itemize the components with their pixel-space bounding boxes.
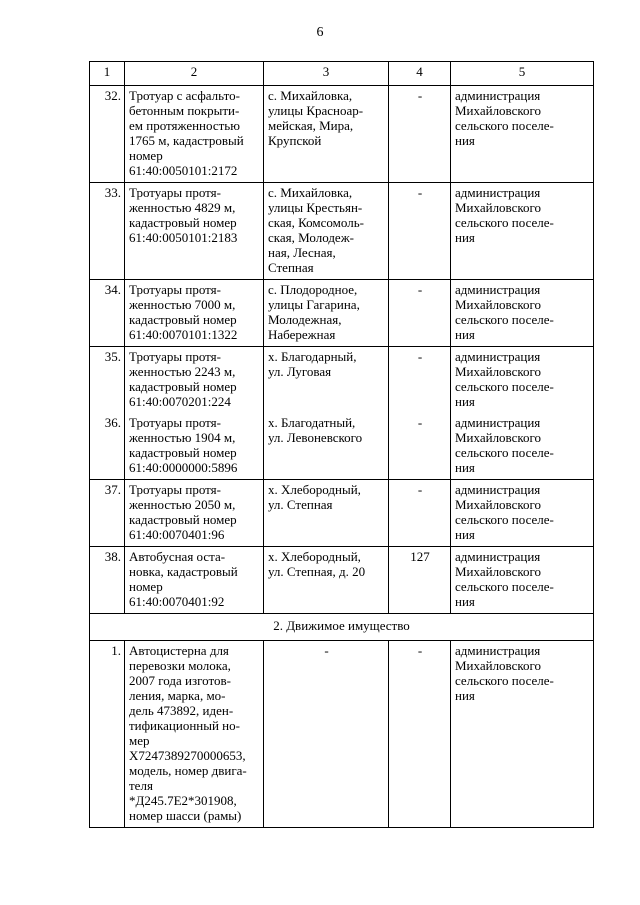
object-address: х. Хлебородный, ул. Степная: [268, 482, 361, 512]
object-name: Тротуары протя- женностью 2050 м, кадастровый номер 61:40:0070401:96: [129, 482, 237, 542]
row-number: 1.: [90, 641, 125, 828]
table-row: [90, 641, 594, 828]
section-title: 2. Движимое имущество: [90, 614, 594, 641]
object-name: Тротуары протя- женностью 4829 м, кадастровый номер 61:40:0050101:2183: [129, 185, 238, 245]
object-area: -: [389, 183, 451, 280]
object-name: Тротуары протя- женностью 2243 м, кадастровый номер 61:40:0070201:224: [129, 349, 237, 409]
object-area: -: [389, 86, 451, 183]
object-address: с. Плодородное, улицы Гагарина, Молодежная, Набережная: [268, 282, 360, 342]
column-header-3: 3: [264, 62, 389, 86]
row-number: 35.: [90, 347, 125, 414]
rights-holder: администрация Михайловского сельского поселе- ния: [455, 643, 554, 703]
property-register-table: [89, 61, 594, 828]
object-address: х. Благодарный, ул. Луговая: [268, 349, 357, 379]
object-area: -: [389, 413, 451, 480]
table-row: [90, 86, 594, 183]
row-number: 38.: [90, 547, 125, 614]
row-number: 36.: [90, 413, 125, 480]
object-area: -: [389, 280, 451, 347]
object-area: -: [389, 641, 451, 828]
object-area: -: [389, 480, 451, 547]
object-name: Автоцистерна для перевозки молока, 2007 года изготов- ления, марка, мо- дель 473892, иден- тификационный но- мер X7247389270000653, модель, номер двига- теля *Д245.7Е2*301908, номер шасси (рамы): [129, 643, 247, 823]
column-header-5: 5: [451, 62, 594, 86]
object-name: Автобусная оста- новка, кадастровый номер 61:40:0070401:92: [129, 549, 238, 609]
rights-holder: администрация Михайловского сельского поселе- ния: [455, 282, 554, 342]
column-header-4: 4: [389, 62, 451, 86]
table-row: [90, 413, 594, 480]
rights-holder: администрация Михайловского сельского поселе- ния: [455, 415, 554, 475]
object-address: х. Благодатный, ул. Левоневского: [268, 415, 363, 445]
rights-holder: администрация Михайловского сельского поселе- ния: [455, 185, 554, 245]
row-number: 37.: [90, 480, 125, 547]
table-row: [90, 183, 594, 280]
column-header-1: 1: [90, 62, 125, 86]
object-area: 127: [389, 547, 451, 614]
object-area: -: [389, 347, 451, 414]
rights-holder: администрация Михайловского сельского поселе- ния: [455, 549, 554, 609]
object-name: Тротуар с асфальто- бетонным покрыти- ем протяженностью 1765 м, кадастровый номер 61:40:0050101:2172: [129, 88, 244, 178]
object-address: х. Хлебородный, ул. Степная, д. 20: [268, 549, 366, 579]
rights-holder: администрация Михайловского сельского поселе- ния: [455, 482, 554, 542]
rights-holder: администрация Михайловского сельского поселе- ния: [455, 349, 554, 409]
object-name: Тротуары протя- женностью 7000 м, кадастровый номер 61:40:0070101:1322: [129, 282, 238, 342]
object-address: с. Михайловка, улицы Крестьян- ская, Комсомоль- ская, Молодеж- ная, Лесная, Степная: [268, 185, 364, 275]
table-row: [90, 547, 594, 614]
table-header-row: [90, 62, 594, 86]
rights-holder: администрация Михайловского сельского поселе- ния: [455, 88, 554, 148]
row-number: 34.: [90, 280, 125, 347]
table-row: [90, 347, 594, 414]
row-number: 33.: [90, 183, 125, 280]
section-row: [90, 614, 594, 641]
page-number: 6: [316, 25, 324, 40]
object-address: с. Михайловка, улицы Красноар- мейская, Мира, Крупской: [268, 88, 364, 148]
table-row: [90, 480, 594, 547]
column-header-2: 2: [125, 62, 264, 86]
row-number: 32.: [90, 86, 125, 183]
table-row: [90, 280, 594, 347]
object-name: Тротуары протя- женностью 1904 м, кадастровый номер 61:40:0000000:5896: [129, 415, 238, 475]
object-address: -: [264, 641, 389, 828]
